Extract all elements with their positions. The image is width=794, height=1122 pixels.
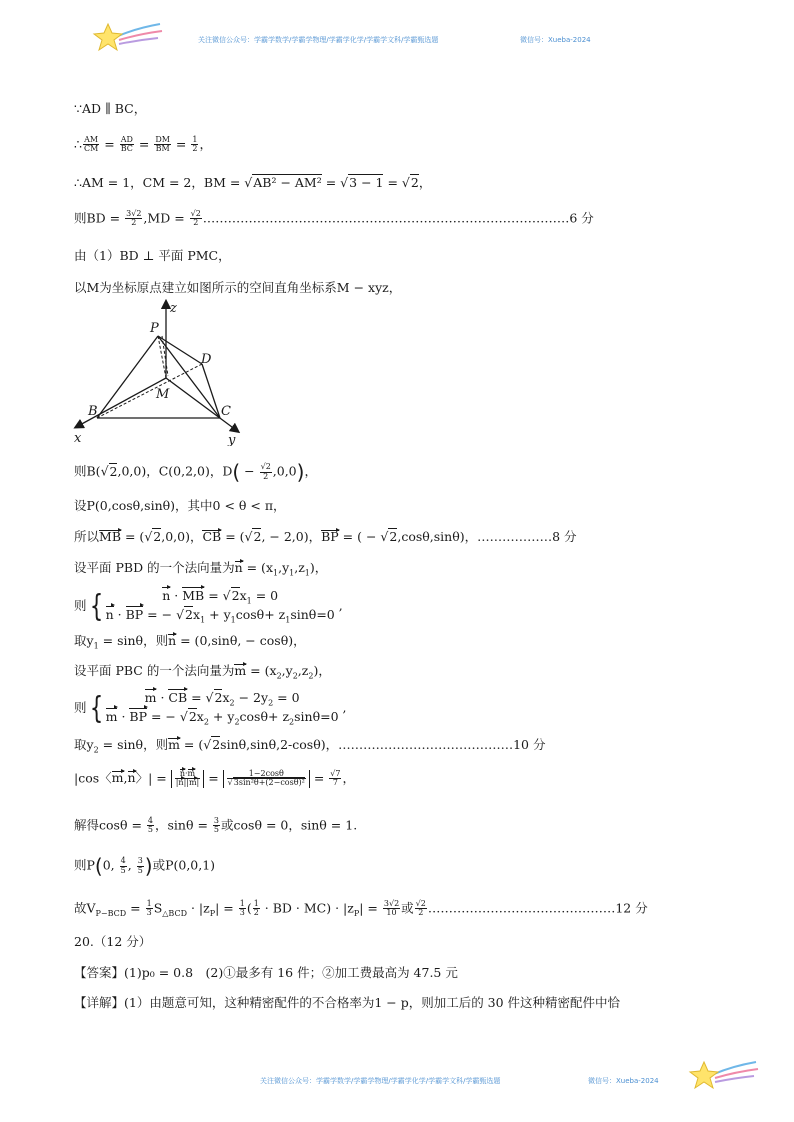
text-line-4: 则BD = $\frac{3√2}{2}$ ,MD = $\frac{√2}{2}$ .……………………………………………………………………………6 分: [74, 209, 594, 228]
text-line-6: 以M为坐标原点建立如图所示的空间直角坐标系M − xyz，: [74, 280, 402, 295]
text-line-1: ∵AD ∥ BC，: [74, 101, 147, 116]
label-x: x: [74, 431, 82, 446]
label-c: C: [221, 404, 231, 419]
footer-wechat: 微信号：Xueba-2024: [588, 1077, 659, 1085]
text-line-system-2: 则{ m · CB = $√2x_2 - 2y_2 = 0$ m · BP = − $√2x_2 + y_2\cos\theta+ z_2\sin\theta=0$ ,: [74, 690, 347, 726]
text-line-solve: 解得cosθ = $\frac{4}{5}$ ，sinθ = $\frac{3}{5}$ 或cosθ = 0，sinθ = 1.: [74, 816, 358, 835]
footer-star-logo-icon: [688, 1056, 760, 1094]
text-line-pbc-normal: 设平面 PBC 的一个法向量为$m = (x_2,y_2,z_2)$，: [74, 663, 331, 681]
detail-line: 【详解】(1）由题意可知，这种精密配件的不合格率为1 − p，则加工后的 30 件这种精密配件中恰: [74, 995, 621, 1010]
text-line-pbd-normal: 设平面 PBD 的一个法向量为$n = (x_1,y_1,z_1)$，: [74, 560, 328, 578]
header-links: 关注微信公众号：学霸学数学/学霸学物理/学霸学化学/学霸学文科/学霸甄选题: [198, 36, 439, 44]
label-b: B: [88, 404, 98, 419]
label-y: y: [228, 433, 236, 446]
label-d: D: [201, 352, 212, 367]
answer-line: 【答案】(1)p₀ = 0.8 (2)①最多有 16 件；②加工费最高为 47.5 元: [74, 965, 458, 980]
label-m: M: [156, 387, 170, 402]
text-line-set-p: 设P(0,cosθ,sinθ)，其中0 < θ < π，: [74, 498, 286, 513]
text-line-2-ratio: ∴ $\frac{AM}{CM}$ = $\frac{AD}{BC}$ = $\frac{DM}{BM}$ = $\frac{1}{2}$ ，: [74, 135, 212, 154]
text-line-5: 由（1）BD ⊥ 平面 PMC，: [74, 248, 231, 263]
geometry-diagram: [70, 296, 260, 446]
text-line-cos: |cos〈m,n〉| = $\frac{n\cdot m}{|n||m|}$ = $\frac{1-2\cos\theta}{\text{√3sin²θ+(2−cosθ)²}}$ = $\frac{√7}{7}$ ，: [74, 769, 355, 788]
text-line-vectors: 所以MB = (√2,0,0)，CB = (√2, − 2,0)，BP = ( − √2,cosθ,sinθ)，………………8 分: [74, 529, 577, 544]
header-wechat: 微信号：Xueba-2024: [520, 36, 591, 44]
text-line-system-1: 则{ n · MB = $√2x_1 = 0$ n · BP = − $√2x_1 + y_1\cos\theta+ z_1\sin\theta=0$ ,: [74, 588, 343, 624]
text-line-volume: 故$V_{P-BCD}$ = $\frac{1}{3}$ $S_{\triangle BCD} \cdot |z_P|$ = $\frac{1}{3}$ ( $\frac{1}{2}$ · BD · $MC) \cdot |z_P|$ = $\frac{3√2}{10}$ 或 $\frac{√2}{2}$ ………………………………………12 分: [74, 899, 648, 918]
text-line-take-y1: 取$y_1 = \sin\theta$，则n = (0,sinθ, − cosθ)，: [74, 633, 306, 651]
text-line-p-result: 则P(0, $\frac{4}{5}$ , $\frac{3}{5}$ )或P(0,0,1): [74, 854, 216, 878]
text-line-coords: 则B(√2,0,0)，C(0,2,0)，D( − $\frac{√2}{2}$ ,0,0)，: [74, 460, 317, 484]
footer-links: 关注微信公众号：学霸学数学/学霸学物理/学霸学化学/学霸学文科/学霸甄选题: [260, 1077, 501, 1085]
star-logo-icon: [92, 18, 164, 56]
question-number: 20.（12 分）: [74, 934, 152, 949]
label-z: z: [170, 301, 177, 316]
text-line-3: ∴AM = 1，CM = 2，BM = √AB² − AM² = √3 − 1 = √2，: [74, 175, 432, 190]
text-line-take-y2: 取$y_2 = \sin\theta$，则m = (√2sinθ,sinθ,2-cosθ)，……………………………………10 分: [74, 737, 546, 755]
label-p: P: [150, 321, 159, 336]
